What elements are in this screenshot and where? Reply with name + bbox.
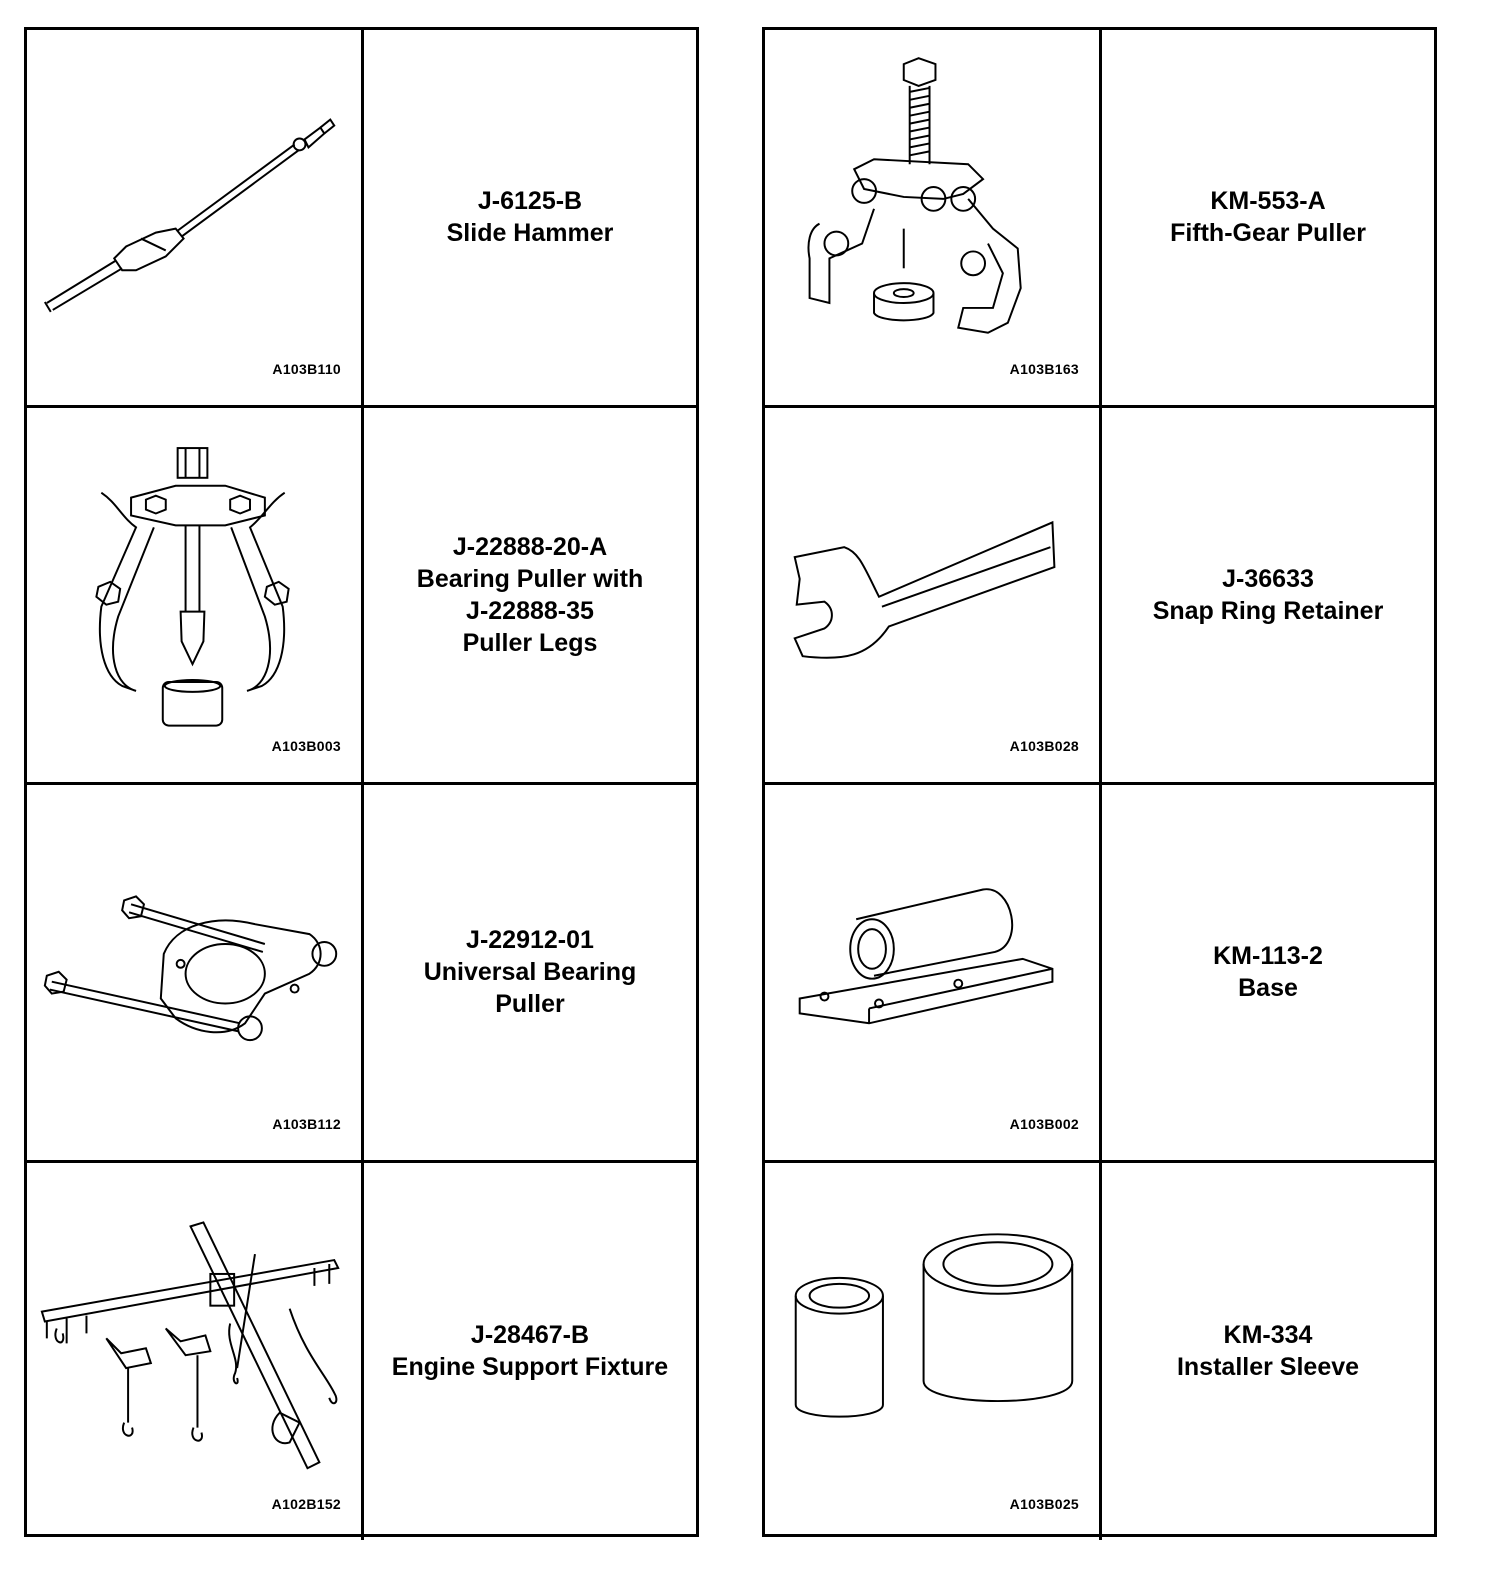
installer-sleeve-icon <box>765 1163 1099 1541</box>
tool-part-number: J-22888-20-A <box>452 532 608 561</box>
base-icon <box>765 785 1099 1160</box>
tool-image-cell <box>27 408 364 786</box>
tool-description-cell <box>1102 408 1434 786</box>
slide-hammer-icon <box>27 30 361 405</box>
tool-part-number: J-22888-35 <box>466 596 594 625</box>
tool-part-number: KM-553-A <box>1210 187 1326 216</box>
tool-image-cell <box>27 30 364 408</box>
right-tools-table <box>762 27 1437 1537</box>
left-tools-table <box>24 27 699 1537</box>
tool-name: Puller Legs <box>462 628 598 657</box>
figure-code: A103B002 <box>1009 1115 1079 1132</box>
snap-ring-retainer-icon <box>765 408 1099 783</box>
tool-name: Puller <box>495 990 565 1019</box>
tool-part-number: J-28467-B <box>470 1321 590 1350</box>
tool-name: Fifth-Gear Puller <box>1170 219 1366 248</box>
figure-code: A103B112 <box>272 1115 341 1132</box>
tool-name: Universal Bearing <box>423 958 637 987</box>
tool-description-cell <box>1102 1163 1434 1541</box>
tool-description <box>1177 1319 1359 1383</box>
tool-image-cell <box>765 785 1102 1163</box>
figure-code: A103B003 <box>271 738 341 754</box>
engine-support-fixture-icon <box>27 1163 361 1541</box>
figure-code: A103B163 <box>1009 360 1079 377</box>
tool-description <box>417 531 643 659</box>
tool-part-number: KM-113-2 <box>1213 942 1323 971</box>
tool-description <box>424 924 637 1020</box>
tool-description-cell <box>364 30 696 408</box>
tool-description <box>1170 185 1366 249</box>
figure-code: A103B025 <box>1009 1496 1079 1512</box>
universal-bearing-puller-icon <box>27 785 361 1160</box>
fifth-gear-puller-icon <box>765 30 1099 405</box>
tool-name: Base <box>1238 974 1298 1003</box>
tool-part-number: J-22912-01 <box>466 926 594 955</box>
tool-image-cell <box>27 1163 364 1541</box>
figure-code: A103B110 <box>272 360 341 377</box>
tool-image-cell <box>27 785 364 1163</box>
figure-code: A103B028 <box>1009 738 1079 754</box>
tool-description-cell <box>364 408 696 786</box>
tool-name: Bearing Puller with <box>416 564 644 593</box>
tool-description <box>1213 940 1323 1004</box>
tool-description <box>447 185 614 249</box>
tool-part-number: J-6125-B <box>477 187 583 216</box>
tool-part-number: KM-334 <box>1223 1321 1313 1350</box>
tool-image-cell <box>765 1163 1102 1541</box>
tool-name: Snap Ring Retainer <box>1152 596 1384 625</box>
tool-name: Installer Sleeve <box>1176 1353 1360 1382</box>
tool-description-cell <box>1102 785 1434 1163</box>
tool-name: Slide Hammer <box>446 219 614 248</box>
figure-code: A102B152 <box>271 1496 341 1512</box>
tool-description-cell <box>1102 30 1434 408</box>
tool-description <box>392 1319 668 1383</box>
tool-image-cell <box>765 408 1102 786</box>
tool-image-cell <box>765 30 1102 408</box>
tool-description-cell <box>364 785 696 1163</box>
tool-description-cell <box>364 1163 696 1541</box>
tool-part-number: J-36633 <box>1222 564 1314 593</box>
bearing-puller-icon <box>27 408 361 783</box>
tool-name: Engine Support Fixture <box>391 1353 669 1382</box>
tool-description <box>1153 563 1384 627</box>
